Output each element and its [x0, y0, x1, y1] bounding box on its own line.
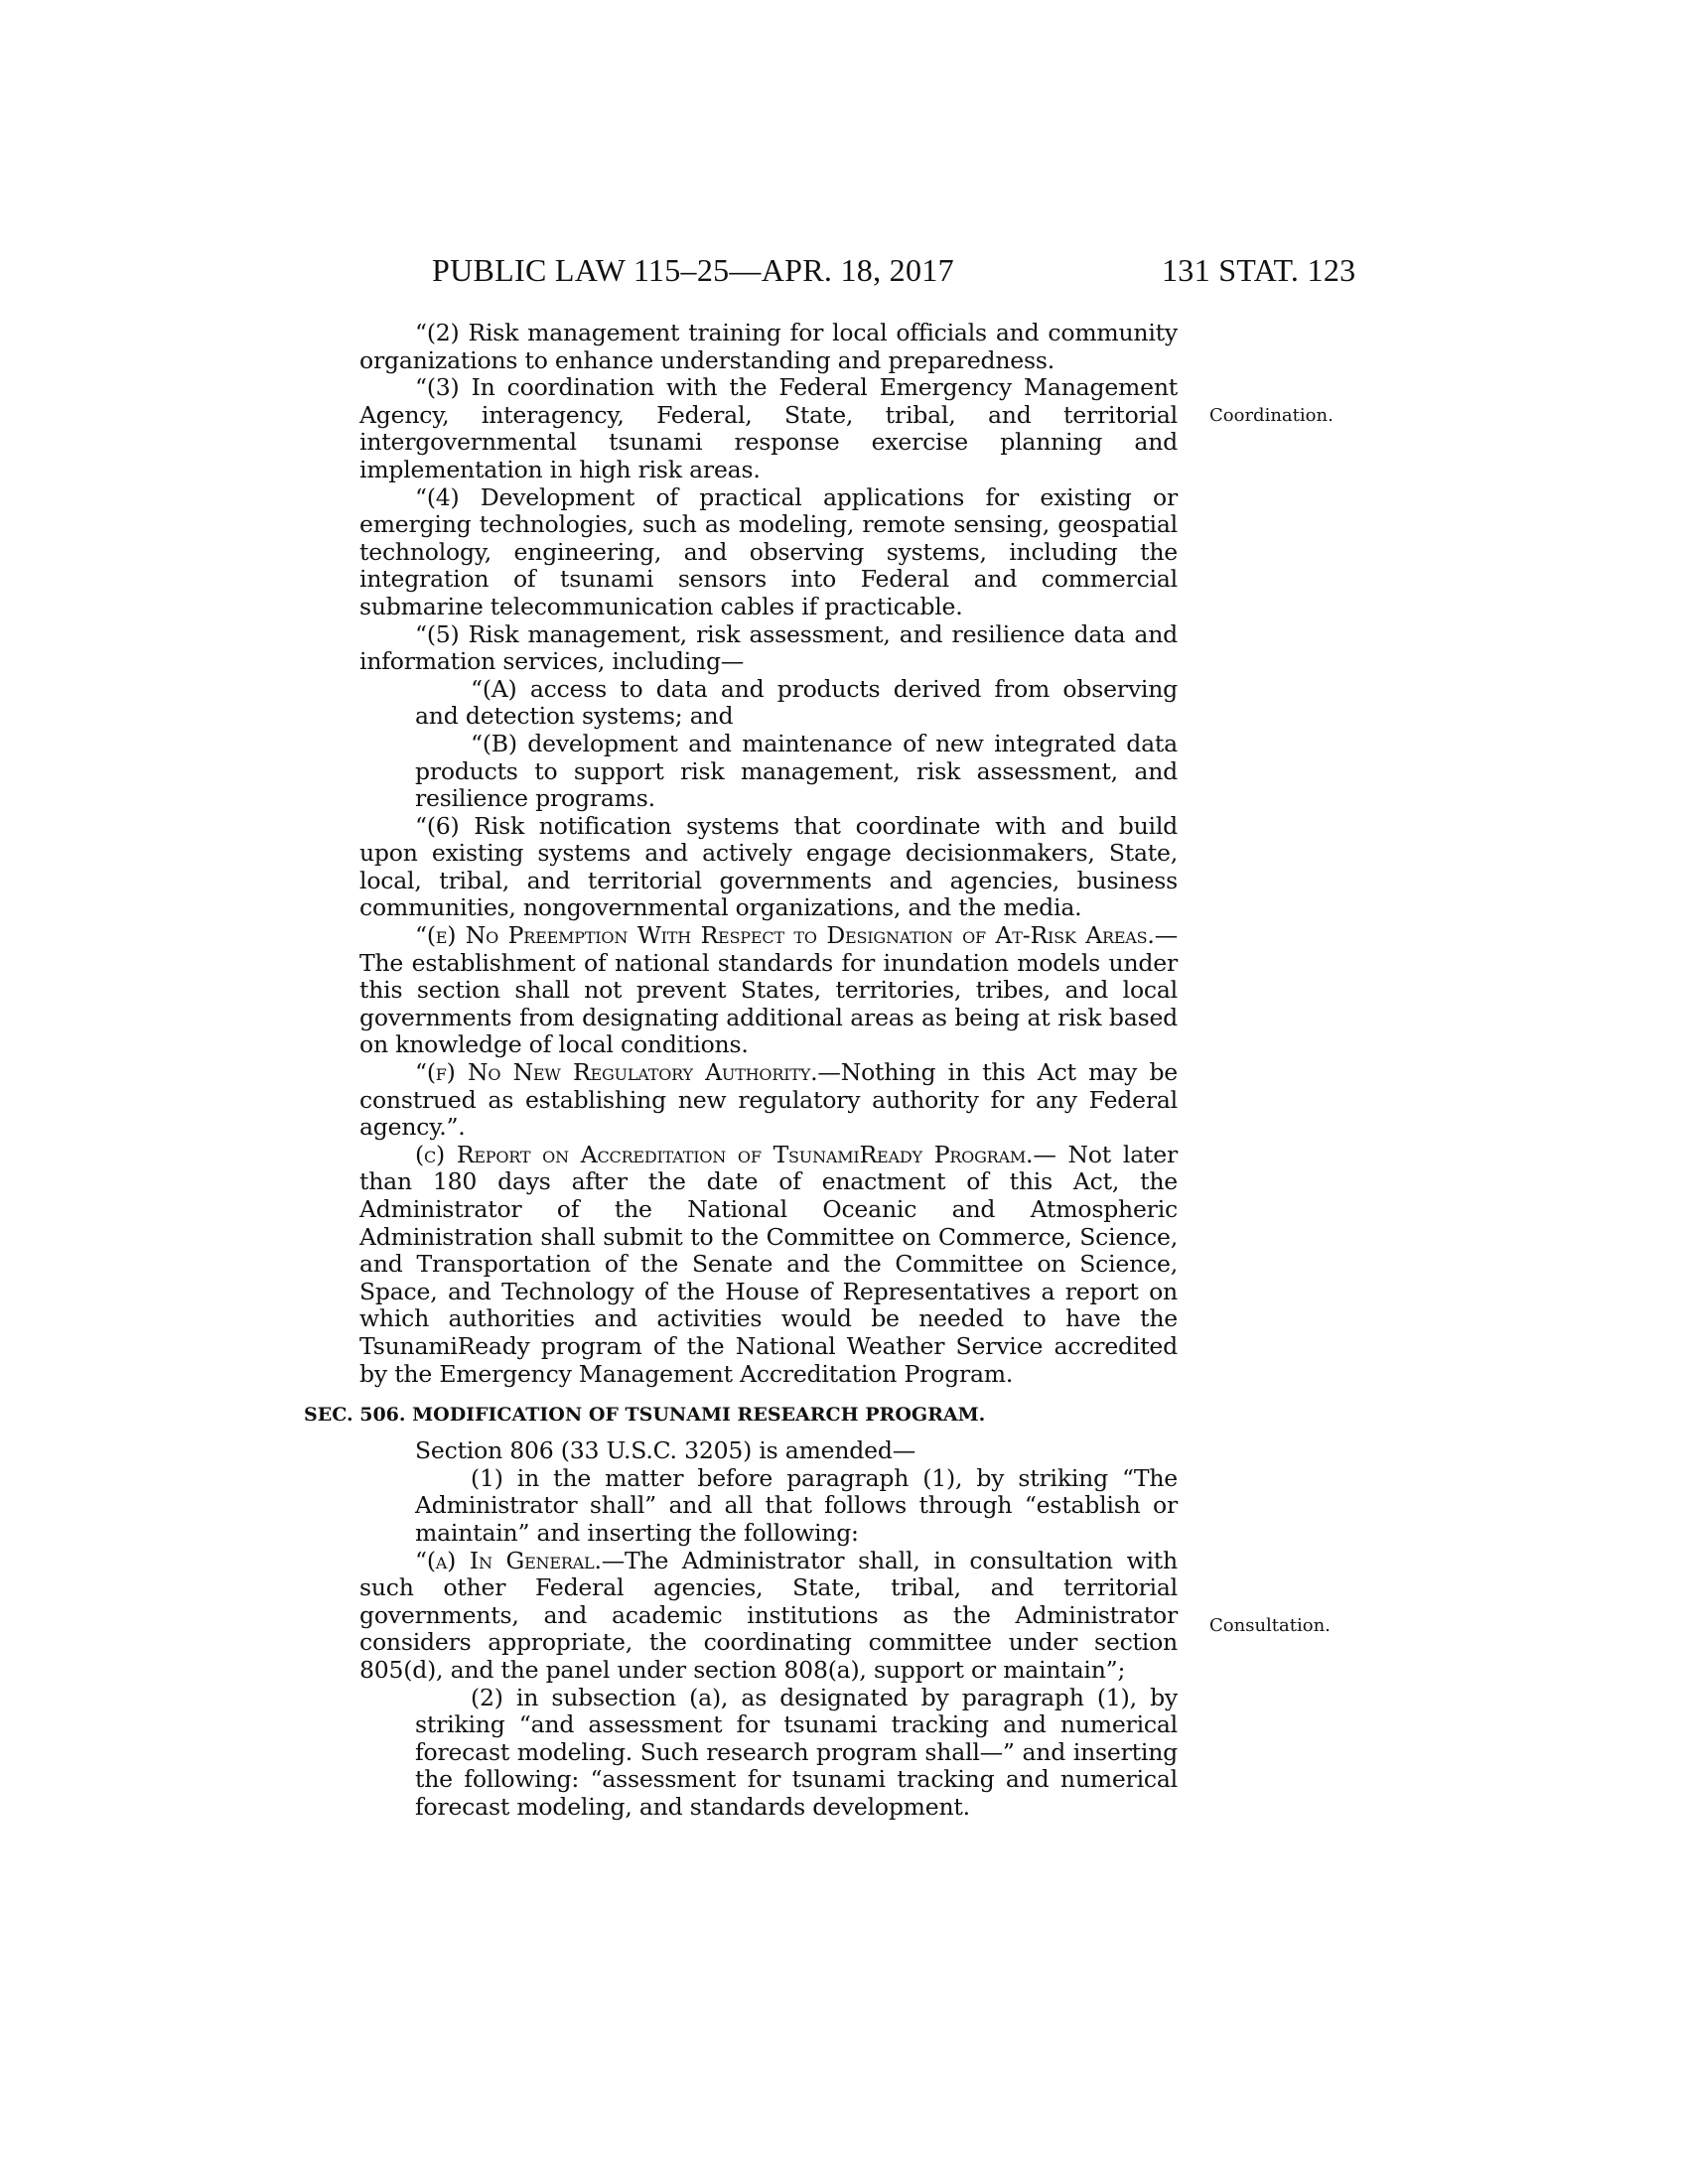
subsection-f-text: —Nothing in this Act may be construed as establishing new regulatory authority for any Federal agency.”.	[359, 1058, 1179, 1142]
page-header	[0, 252, 1688, 292]
amendment-2: (2) in subsection (a), as designated by paragraph (1), by striking “and assessment for tsunami tracking and numerical forecast modeling. Such research program shall—” and inserting the following: “assessment for tsunami tracking and numerical forecast modeling, and standards development.	[415, 1683, 1178, 1821]
section-heading: SEC. 506. MODIFICATION OF TSUNAMI RESEARCH PROGRAM.	[304, 1404, 986, 1427]
subsection-c-heading: (c) Report on Accreditation of TsunamiReady Program.	[415, 1140, 1034, 1168]
inserted-subsection-a-text: —The Administrator shall, in consultation with such other Federal agencies, State, tribal, and territorial governments, and academic institutions as the Administrator considers appropriate, the coordinating committee under section 805(d), and the panel under section 808(a), support or maintain”;	[359, 1546, 1178, 1684]
inserted-subsection-a	[359, 1548, 1178, 1685]
subparagraph-5a: “(A) access to data and products derived from observing and detection systems; and	[415, 674, 1178, 731]
amendment-1: (1) in the matter before paragraph (1), by striking “The Administrator shall” and all that follows through “establish or maintain” and inserting the following:	[415, 1463, 1178, 1547]
margin-note-consultation: Consultation.	[1209, 1615, 1331, 1636]
section-intro: Section 806 (33 U.S.C. 3205) is amended—	[415, 1436, 915, 1465]
header-title: PUBLIC LAW 115–25—APR. 18, 2017	[432, 252, 954, 288]
paragraph-5: “(5) Risk management, risk assessment, and resilience data and information services, including—	[359, 619, 1178, 676]
subparagraph-5b: “(B) development and maintenance of new integrated data products to support risk management, risk assessment, and resilience programs.	[415, 729, 1178, 813]
subsection-e-text: —The establishment of national standards for inundation models under this section shall not prevent States, territories, tribes, and local governments from designating additional areas as being at risk based on knowledge of local conditions.	[359, 921, 1178, 1059]
subsection-f	[359, 1059, 1178, 1142]
subsection-c-text: — Not later than 180 days after the date of enactment of this Act, the Administrator of the National Oceanic and Atmospheric Administration shall submit to the Committee on Commerce, Science, and Transportation of the Senate and the Committee on Science, Space, and Technology of the House of Representatives a report on which authorities and activities would be needed to have the TsunamiReady program of the National Weather Service accredited by the Emergency Management Accreditation Program.	[359, 1140, 1178, 1388]
header-page-reference: 131 STAT. 123	[1162, 252, 1356, 288]
paragraph-3: “(3) In coordination with the Federal Emergency Management Agency, interagency, Federal, State, tribal, and territorial intergovernmental tsunami response exercise planning and implementation in high risk areas.	[359, 373, 1178, 483]
subsection-f-heading: “(f) No New Regulatory Authority.	[415, 1058, 818, 1087]
subsection-c	[359, 1142, 1178, 1388]
document-body	[304, 319, 1179, 1821]
paragraph-4: “(4) Development of practical applications for existing or emerging technologies, such as modeling, remote sensing, geospatial technology, engineering, and observing systems, including the integration of tsunami sensors into Federal and commercial submarine telecommunication cables if practicable.	[359, 482, 1178, 620]
paragraph-2: “(2) Risk management training for local officials and community organizations to enhance understanding and preparedness.	[359, 319, 1178, 374]
subsection-e-heading: “(e) No Preemption With Respect to Designation of At-Risk Areas.	[415, 921, 1155, 950]
margin-note-coordination: Coordination.	[1209, 405, 1334, 426]
inserted-subsection-a-heading: “(a) In General.	[415, 1546, 602, 1574]
subsection-e	[359, 922, 1178, 1059]
paragraph-6: “(6) Risk notification systems that coordinate with and build upon existing systems and actively engage decisionmakers, State, local, tribal, and territorial governments and agencies, business communities, nongovernmental organizations, and the media.	[359, 811, 1178, 922]
